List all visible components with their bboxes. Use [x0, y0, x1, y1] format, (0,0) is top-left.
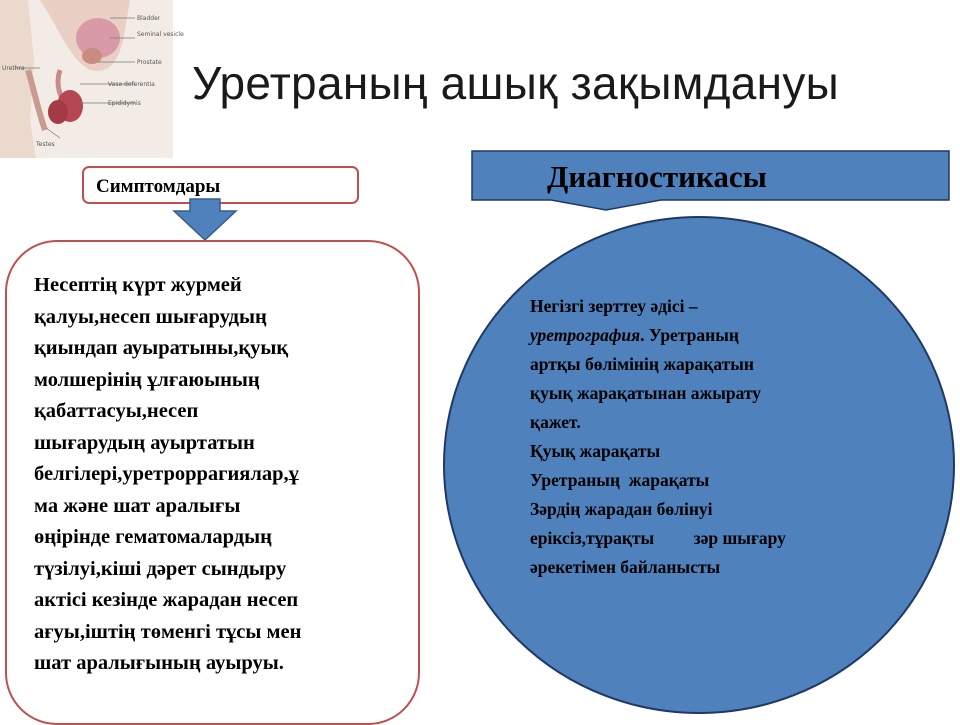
- anatomy-label: Vasa deferentia: [108, 81, 155, 88]
- symptom-line: ма және шат аралығы: [34, 494, 241, 517]
- anatomy-label: Urethra: [2, 65, 25, 72]
- urethrography-term: уретрография: [530, 325, 641, 345]
- symptom-line: молшерінің ұлғаюының: [34, 368, 260, 391]
- slide-title: Уретраның ашық зақымдануы: [192, 57, 840, 109]
- symptom-line: өңірінде гематомалардың: [34, 526, 272, 548]
- symptom-line: ағуы,іштің төменгі тұсы мен: [34, 620, 302, 643]
- diagnostics-line: қуық жарақатынан ажырату: [530, 383, 762, 403]
- down-arrow-icon: [172, 199, 238, 241]
- symptom-line: актісі кезінде жарадан несеп: [34, 589, 299, 611]
- symptom-line: қалуы,несеп шығарудың: [34, 305, 267, 328]
- symptom-line: қиындап ауыратыны,қуық: [34, 337, 289, 359]
- symptom-line: қабаттасуы,несеп: [34, 400, 199, 422]
- symptom-line: белгілері,уретроррагиялар,ұ: [34, 463, 299, 485]
- diagnostics-line-rest: . Уретраның: [640, 325, 739, 345]
- diagnostics-line: [530, 321, 890, 350]
- anatomy-label: Bladder: [137, 15, 161, 22]
- diagnostics-label: Диагностикасы: [547, 159, 767, 194]
- diagnostics-line: әрекетімен байланысты: [530, 557, 721, 577]
- anatomy-illustration: [0, 0, 184, 158]
- diagnostics-line: Уретраның жарақаты: [530, 470, 710, 490]
- anatomy-label: Epididymis: [108, 100, 141, 107]
- symptom-line: Несептің күрт журмей: [34, 274, 242, 296]
- diagnostics-text: [530, 292, 890, 582]
- diagnostics-line: Негізгі зерттеу әдісі –: [530, 296, 698, 316]
- diagnostics-line: артқы бөлімінің жарақатын: [530, 354, 754, 374]
- anatomy-label: Testes: [36, 141, 55, 148]
- symptom-line: түзілуі,кіші дәрет сындыру: [34, 557, 287, 580]
- anatomy-label: Prostate: [137, 59, 162, 66]
- diagnostics-line: еріксіз,тұрақты зәр шығару: [530, 528, 786, 548]
- symptom-line: шығарудың ауыртатын: [34, 431, 255, 454]
- diagnostics-line: Зәрдің жарадан бөлінуі: [530, 499, 713, 519]
- symptoms-text: [34, 270, 404, 680]
- diagnostics-line: Қуық жарақаты: [530, 441, 661, 461]
- anatomy-label: Seminal vesicle: [137, 31, 184, 38]
- diagnostics-line: қажет.: [530, 412, 581, 432]
- symptoms-label: Симптомдары: [96, 176, 221, 197]
- symptom-line: шат аралығының ауыруы.: [34, 652, 284, 674]
